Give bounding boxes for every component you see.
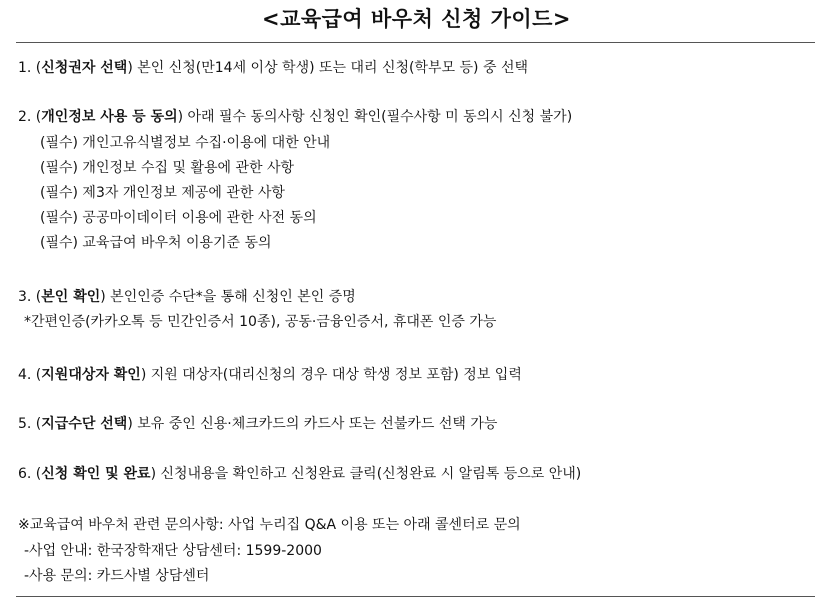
- step-number: 2. (: [18, 109, 42, 125]
- step-note: *간편인증(카카오톡 등 민간인증서 10종), 공동·금융인증서, 휴대폰 인증 가능: [24, 314, 497, 330]
- step-description: ) 본인 신청(만14세 이상 학생) 또는 대리 신청(학부모 등) 중 선택: [127, 60, 528, 76]
- step-6: [18, 464, 581, 484]
- step-description: ) 아래 필수 동의사항 신청인 확인(필수사항 미 동의시 신청 불가): [177, 109, 573, 125]
- step-description: ) 지원 대상자(대리신청의 경우 대상 학생 정보 포함) 정보 입력: [140, 367, 522, 383]
- step-3: [18, 287, 356, 307]
- step-1: [18, 58, 528, 78]
- step-number: 5. (: [18, 416, 42, 432]
- step-heading: 개인정보 사용 등 동의: [41, 109, 178, 125]
- step-number: 3. (: [18, 289, 42, 305]
- step-description: ) 본인인증 수단*을 통해 신청인 본인 증명: [100, 289, 356, 305]
- step-2: [18, 107, 572, 127]
- inquiry-heading: ※교육급여 바우처 관련 문의사항: 사업 누리집 Q&A 이용 또는 아래 콜센터로 문의: [18, 517, 521, 533]
- step-5: [18, 414, 497, 434]
- step-heading: 지원대상자 확인: [41, 367, 141, 383]
- page-title: <교육급여 바우처 신청 가이드>: [261, 7, 572, 31]
- step-number: 4. (: [18, 367, 42, 383]
- step-heading: 본인 확인: [41, 289, 101, 305]
- step-4: [18, 365, 522, 385]
- consent-item: (필수) 공공마이데이터 이용에 관한 사전 동의: [40, 210, 317, 226]
- consent-item: (필수) 개인고유식별정보 수집·이용에 대한 안내: [40, 135, 331, 151]
- step-description: ) 보유 중인 신용·체크카드의 카드사 또는 선불카드 선택 가능: [127, 416, 498, 432]
- inquiry-line: -사용 문의: 카드사별 상담센터: [24, 568, 210, 584]
- consent-item: (필수) 교육급여 바우처 이용기준 동의: [40, 235, 272, 251]
- inquiry-line: -사업 안내: 한국장학재단 상담센터: 1599-2000: [24, 543, 322, 559]
- consent-item: (필수) 개인정보 수집 및 활용에 관한 사항: [40, 160, 295, 176]
- top-divider: [16, 42, 815, 43]
- bottom-divider: [16, 596, 815, 597]
- step-heading: 신청권자 선택: [41, 60, 128, 76]
- step-heading: 신청 확인 및 완료: [41, 466, 151, 482]
- step-description: ) 신청내용을 확인하고 신청완료 클릭(신청완료 시 알림톡 등으로 안내): [150, 466, 582, 482]
- step-number: 1. (: [18, 60, 42, 76]
- step-number: 6. (: [18, 466, 42, 482]
- step-heading: 지급수단 선택: [41, 416, 128, 432]
- consent-item: (필수) 제3자 개인정보 제공에 관한 사항: [40, 185, 285, 201]
